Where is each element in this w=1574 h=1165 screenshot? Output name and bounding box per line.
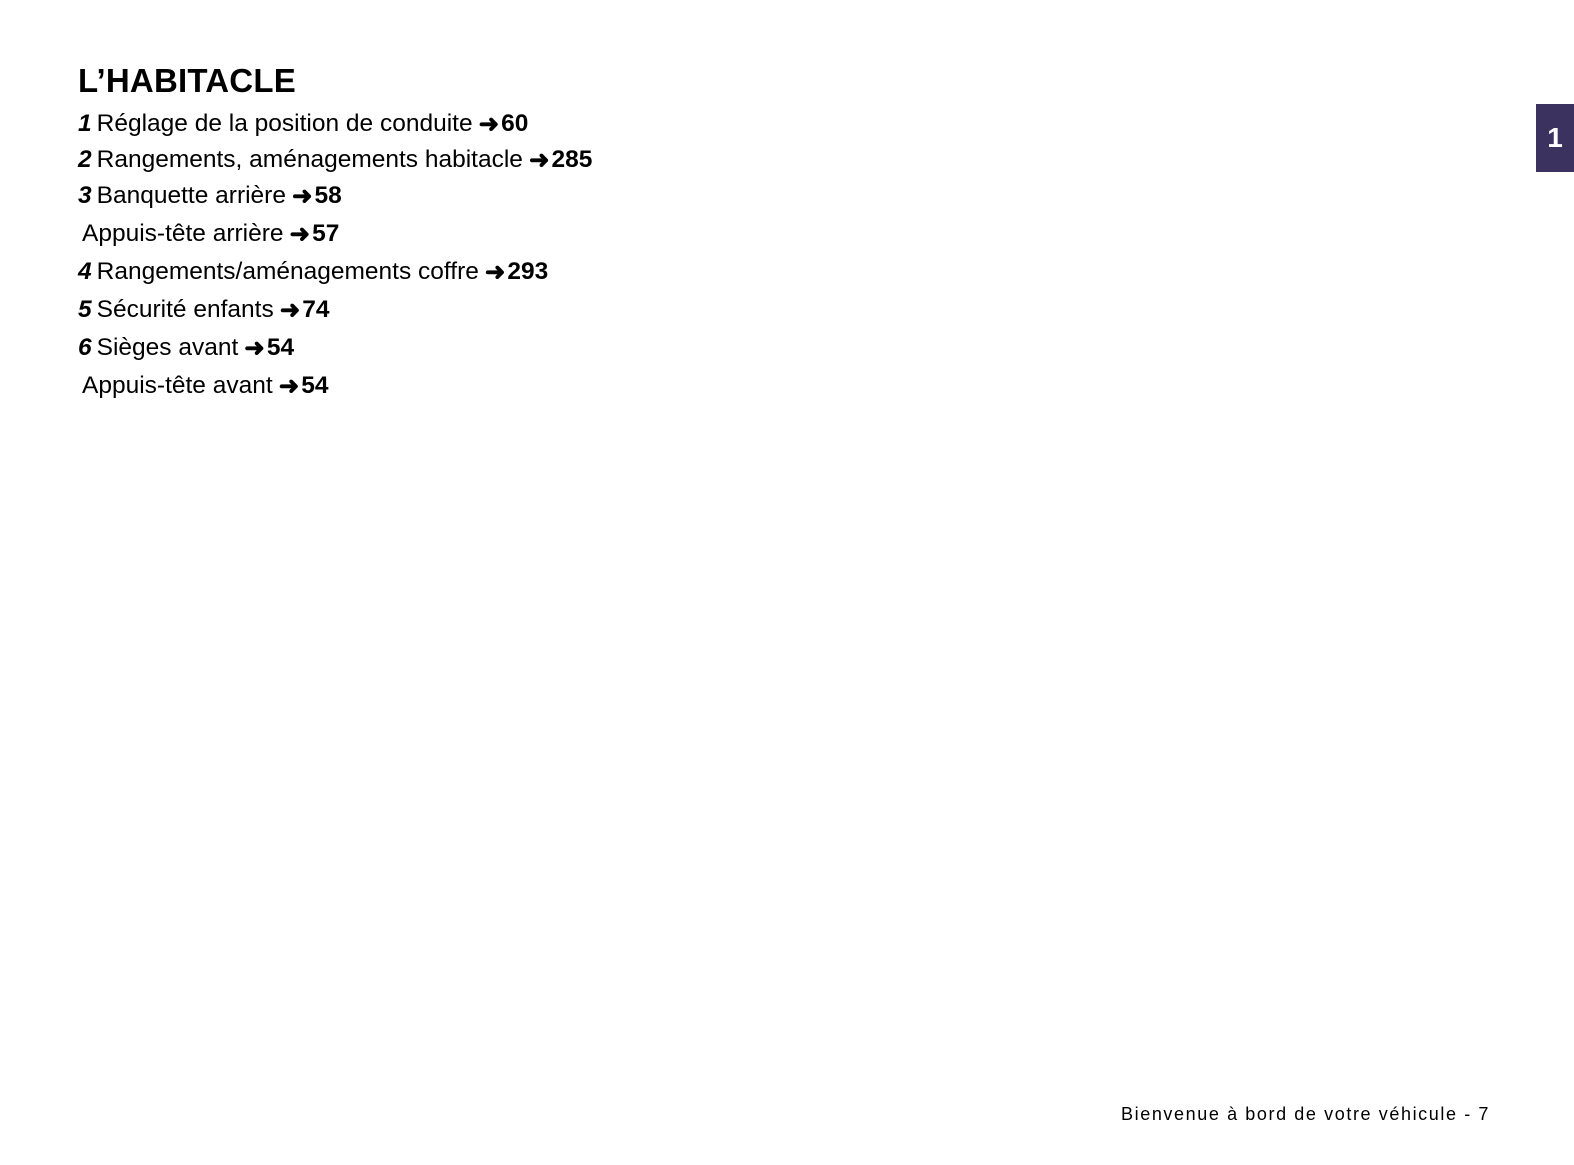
- item-label: Banquette arrière: [96, 182, 286, 209]
- chapter-number-tab: 1: [1536, 104, 1574, 172]
- list-item[interactable]: [78, 292, 1278, 328]
- list-item[interactable]: [78, 330, 1278, 366]
- arrow-icon: ➜: [484, 259, 506, 286]
- item-label: Rangements, aménagements habitacle: [96, 146, 523, 173]
- list-item[interactable]: [78, 254, 1278, 290]
- item-label: Sécurité enfants: [96, 296, 274, 323]
- arrow-icon: ➜: [289, 221, 311, 248]
- item-number: 4: [78, 258, 92, 285]
- item-page-reference: 57: [312, 220, 340, 247]
- arrow-icon: ➜: [528, 147, 550, 174]
- arrow-icon: ➜: [291, 183, 313, 210]
- item-label: Réglage de la position de conduite: [96, 110, 473, 137]
- item-number: 5: [78, 296, 92, 323]
- page-footer: Bienvenue à bord de votre véhicule - 7: [1121, 1104, 1490, 1124]
- item-number: 1: [78, 110, 92, 137]
- arrow-icon: ➜: [278, 373, 300, 400]
- item-page-reference: 58: [314, 182, 342, 209]
- item-page-reference: 293: [507, 258, 549, 285]
- item-label: Rangements/aménagements coffre: [96, 258, 479, 285]
- item-number: 3: [78, 182, 92, 209]
- item-number: 2: [78, 146, 92, 173]
- list-item[interactable]: [78, 178, 1278, 214]
- arrow-icon: ➜: [478, 111, 500, 138]
- item-page-reference: 54: [301, 372, 329, 399]
- item-page-reference: 285: [551, 146, 593, 173]
- item-number: 6: [78, 334, 92, 361]
- index-list: [78, 106, 1278, 404]
- page-title: L’HABITACLE: [78, 62, 296, 100]
- list-item[interactable]: [78, 142, 1278, 178]
- list-item[interactable]: [78, 106, 1278, 142]
- item-page-reference: 54: [266, 334, 295, 361]
- item-label: Appuis-tête arrière: [82, 220, 284, 247]
- item-page-reference: 74: [302, 296, 330, 323]
- item-label: Appuis-tête avant: [82, 372, 273, 399]
- item-page-reference: 60: [501, 110, 529, 137]
- list-item[interactable]: [78, 368, 1278, 404]
- arrow-icon: ➜: [279, 297, 301, 324]
- item-label: Sièges avant: [96, 334, 239, 361]
- list-item[interactable]: [78, 216, 1278, 252]
- arrow-icon: ➜: [244, 335, 265, 362]
